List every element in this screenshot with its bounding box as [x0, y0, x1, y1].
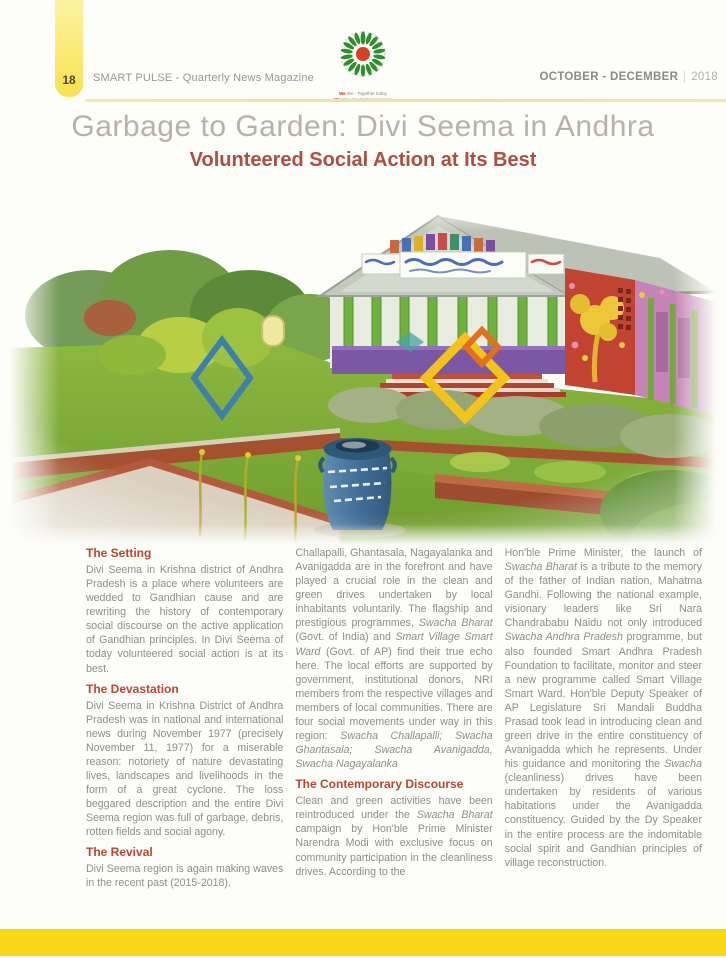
footer-accent-bar	[0, 929, 726, 956]
header-divider	[85, 99, 726, 102]
article-body	[86, 546, 702, 897]
page-number: 18	[62, 73, 76, 87]
paragraph: Divi Seema in Krishna district of Andhra Pradesh is a place where volunteers are wedded to Gandhian cause and are rewriting the history of contemporary social discourse on the active application of Gandhian principles. In Divi Seema of today volunteered social action is at its best.	[86, 564, 284, 675]
paragraph: Divi Seema in Krishna District of Andhra Pradesh was in national and international news during November 1977 (precisely November 11, 1977) for a miserable reason: notoriety of nature devastating lives, landscapes and livelihoods in the form of a great cyclone. The loss beggared description and the entire Divi Seema region was full of garbage, debris, rotten fields and social agony.	[86, 699, 284, 839]
emblem-icon	[333, 28, 393, 86]
pink-wall	[635, 280, 716, 415]
yellow-arch-sign	[262, 316, 284, 346]
magazine-title: SMART PULSE - Quarterly News Magazine	[93, 72, 314, 84]
paragraph: Divi Seema region is again making waves in the recent past (2015-2018).	[86, 863, 284, 890]
page-number-ribbon	[55, 0, 83, 97]
article-photo	[10, 200, 716, 545]
article-column-2	[295, 546, 492, 897]
article-column-1	[86, 546, 283, 897]
section-heading: The Devastation	[86, 681, 179, 696]
red-mural-wall	[565, 268, 635, 395]
paragraph: Hon'ble Prime Minister, the launch of Swacha Bharat is a tribute to the memory of the father of Indian nation, Mahatma Gandhi. Following the national example, visionary leaders like Sri Nara Chandrababu Naidu not only introduced Swacha Andhra Pradesh programme, but also founded Smart Andhra Pradesh Foundation to facilitate, monitor and steer a new programme called Smart Village Smart Ward. Hon'ble Deputy Speaker of AP Legislature Sri Mandali Buddha Prasad took lead in introducing clean and green drive in the entire constituency of Avanigadda which he represents. Under his guidance and monitoring the Swacha (cleanliness) drives have been undertaken by residents of various habitations under the Avanigadda constituency. Guided by the Dy Speaker in the entire process are the indomitable social spirit and Gandhian principles of village reconstruction.	[504, 547, 702, 869]
logo-caption-line1: We We : Together today	[338, 91, 388, 97]
article-title: Garbage to Garden: Divi Seema in Andhra	[71, 110, 655, 143]
issue-date	[539, 71, 718, 83]
banner-left-panel	[362, 254, 400, 274]
issue-year: 2018	[684, 71, 718, 83]
garden-scene	[10, 200, 716, 545]
section-heading: The Revival	[86, 845, 153, 860]
section-heading: The Setting	[86, 546, 152, 560]
section-heading: The Contemporary Discourse	[295, 777, 464, 792]
paragraph: Challapalli, Ghantasala, Nagayalanka and Avanigadda are in the forefront and have played a crucial role in the clean and green drives undertaken by local inhabitants voluntarily. The flagship and prestigious programmes, Swacha Bharat (Govt. of India) and Smart Village Smart Ward (Govt. of AP) find their true echo here. The local efforts are supported by government, institutional donors, NRI members from the respective villages and members of local communities. There are four social movements under way in this region: Swacha Challapalli; Swacha Ghantasala; Swacha Avanigadda, Swacha Nagayalanka	[295, 547, 493, 771]
paragraph: Clean and green activities have been reintroduced under the Swacha Bharat campaign by Hon'ble Prime Minister Narendra Modi with exclusive focus on community participation in the cleanliness drives. According to the	[295, 795, 493, 878]
article-column-3	[505, 546, 702, 897]
article-subtitle: Volunteered Social Action at Its Best	[189, 149, 537, 171]
issue-months: OCTOBER - DECEMBER	[539, 71, 679, 83]
playground-structure	[84, 300, 136, 336]
magazine-logo	[333, 28, 393, 102]
